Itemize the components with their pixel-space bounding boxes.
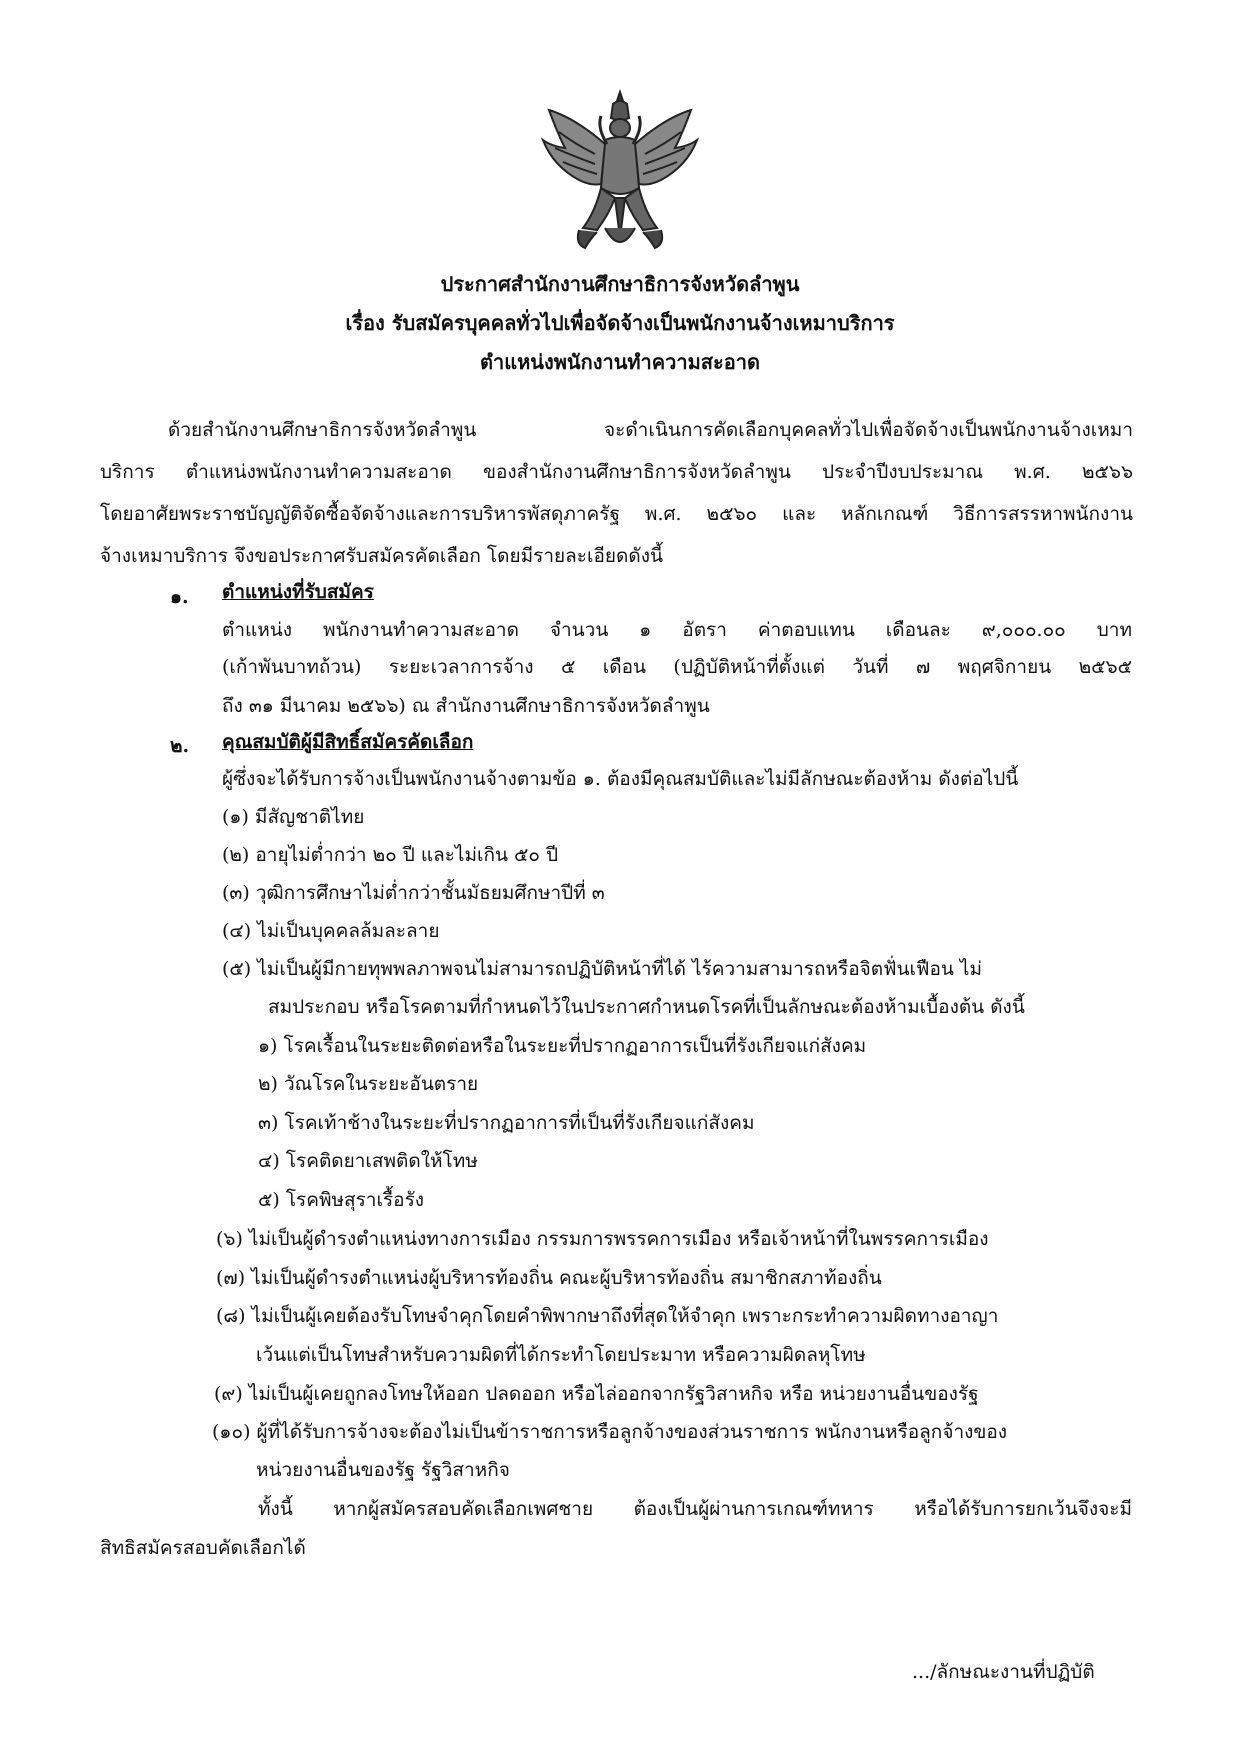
disease-item-4: ๔) โรคติดยาเสพติดให้โทษ [258,1150,478,1172]
disease-item-5: ๕) โรคพิษสุราเรื้อรัง [258,1189,425,1211]
disease-item-3: ๓) โรคเท้าช้างในระยะที่ปรากฏอาการที่เป็นที่รังเกียจแก่สังคม [258,1112,755,1134]
qualification-5-line-2: สมประกอบ หรือโรคตามที่กำหนดไว้ในประกาศกำหนดโรคที่เป็นลักษณะต้องห้ามเบื้องต้น ดังนี้ [268,996,1025,1018]
garuda-emblem-icon [535,88,705,258]
note-line-1: ทั้งนี้ หากผู้สมัครสอบคัดเลือกเพศชาย ต้องเป็นผู้ผ่านการเกณฑ์ทหาร หรือได้รับการยกเว้นจึงจะมี [258,1498,1132,1520]
qualification-9: (๙) ไม่เป็นผู้เคยถูกลงโทษให้ออก ปลดออก หรือไล่ออกจากรัฐวิสาหกิจ หรือ หน่วยงานอื่นของรัฐ [214,1383,979,1405]
disease-item-2: ๒) วัณโรคในระยะอันตราย [258,1073,479,1095]
title-line-2: เรื่อง รับสมัครบุคคลทั่วไปเพื่อจัดจ้างเป็นพนักงานจ้างเหมาบริการ [345,311,895,335]
intro-line-3: โดยอาศัยพระราชบัญญัติจัดซื้อจัดจ้างและการบริหารพัสดุภาครัฐ พ.ศ. ๒๕๖๐ และ หลักเกณฑ์ วิธีการสรรหาพนักงาน [100,503,1133,525]
qualification-3: (๓) วุฒิการศึกษาไม่ต่ำกว่าชั้นมัธยมศึกษาปีที่ ๓ [222,882,605,904]
title-line-1: ประกาศสำนักงานศึกษาธิการจังหวัดลำพูน [440,272,800,296]
qualification-1: (๑) มีสัญชาติไทย [222,806,365,828]
section-2-number: ๒. [170,735,190,757]
intro-line-1: ด้วยสำนักงานศึกษาธิการจังหวัดลำพูน จะดำเนินการคัดเลือกบุคคลทั่วไปเพื่อจัดจ้างเป็นพนักงานจ้างเหมา [168,419,1133,441]
qualification-2: (๒) อายุไม่ต่ำกว่า ๒๐ ปี และไม่เกิน ๕๐ ปี [222,844,559,866]
section-1-line-3: ถึง ๓๑ มีนาคม ๒๕๖๖) ณ สำนักงานศึกษาธิการจังหวัดลำพูน [222,695,710,717]
qualification-8-line-2: เว้นแต่เป็นโทษสำหรับความผิดที่ได้กระทำโดยประมาท หรือความผิดลหุโทษ [256,1344,866,1366]
section-1-number: ๑. [170,586,189,608]
qualification-8-line-1: (๘) ไม่เป็นผู้เคยต้องรับโทษจำคุกโดยคำพิพากษาถึงที่สุดให้จำคุก เพราะกระทำความผิดทางอาญา [216,1305,999,1327]
section-2-title: คุณสมบัติผู้มีสิทธิ์สมัครคัดเลือก [222,731,474,753]
section-1-title: ตำแหน่งที่รับสมัคร [222,581,374,603]
section-2-lead: ผู้ซึ่งจะได้รับการจ้างเป็นพนักงานจ้างตามข้อ ๑. ต้องมีคุณสมบัติและไม่มีลักษณะต้องห้าม ดังต่อไปนี้ [222,768,1019,790]
intro-line-4: จ้างเหมาบริการ จึงขอประกาศรับสมัครคัดเลือก โดยมีรายละเอียดดังนี้ [100,545,663,567]
title-line-3: ตำแหน่งพนักงานทำความสะอาด [480,350,760,374]
qualification-10-line-1: (๑๐) ผู้ที่ได้รับการจ้างจะต้องไม่เป็นข้าราชการหรือลูกจ้างของส่วนราชการ พนักงานหรือลูกจ้างของ [212,1421,1008,1443]
qualification-10-line-2: หน่วยงานอื่นของรัฐ รัฐวิสาหกิจ [256,1459,510,1481]
qualification-5-line-1: (๕) ไม่เป็นผู้มีกายทุพพลภาพจนไม่สามารถปฏิบัติหน้าที่ได้ ไร้ความสามารถหรือจิตฟั่นเฟือน ไม่ [222,958,983,980]
intro-line-2: บริการ ตำแหน่งพนักงานทำความสะอาด ของสำนักงานศึกษาธิการจังหวัดลำพูน ประจำปีงบประมาณ พ.ศ. ๒๕๖๖ [100,461,1133,483]
section-1-line-2: (เก้าพันบาทถ้วน) ระยะเวลาการจ้าง ๕ เดือน (ปฏิบัติหน้าที่ตั้งแต่ วันที่ ๗ พฤศจิกายน ๒๕๖๕ [222,656,1132,678]
continuation-text: .../ลักษณะงานที่ปฏิบัติ [912,1661,1095,1683]
disease-item-1: ๑) โรคเรื้อนในระยะติดต่อหรือในระยะที่ปรากฏอาการเป็นที่รังเกียจแก่สังคม [258,1035,867,1057]
section-1-line-1: ตำแหน่ง พนักงานทำความสะอาด จำนวน ๑ อัตรา ค่าตอบแทน เดือนละ ๙,๐๐๐.๐๐ บาท [222,619,1132,641]
note-line-2: สิทธิสมัครสอบคัดเลือกได้ [100,1537,306,1559]
qualification-4: (๔) ไม่เป็นบุคคลล้มละลาย [222,920,440,942]
qualification-6: (๖) ไม่เป็นผู้ดำรงตำแหน่งทางการเมือง กรรมการพรรคการเมือง หรือเจ้าหน้าที่ในพรรคการเมือง [216,1228,989,1250]
qualification-7: (๗) ไม่เป็นผู้ดำรงตำแหน่งผู้บริหารท้องถิ่น คณะผู้บริหารท้องถิ่น สมาชิกสภาท้องถิ่น [216,1267,882,1289]
